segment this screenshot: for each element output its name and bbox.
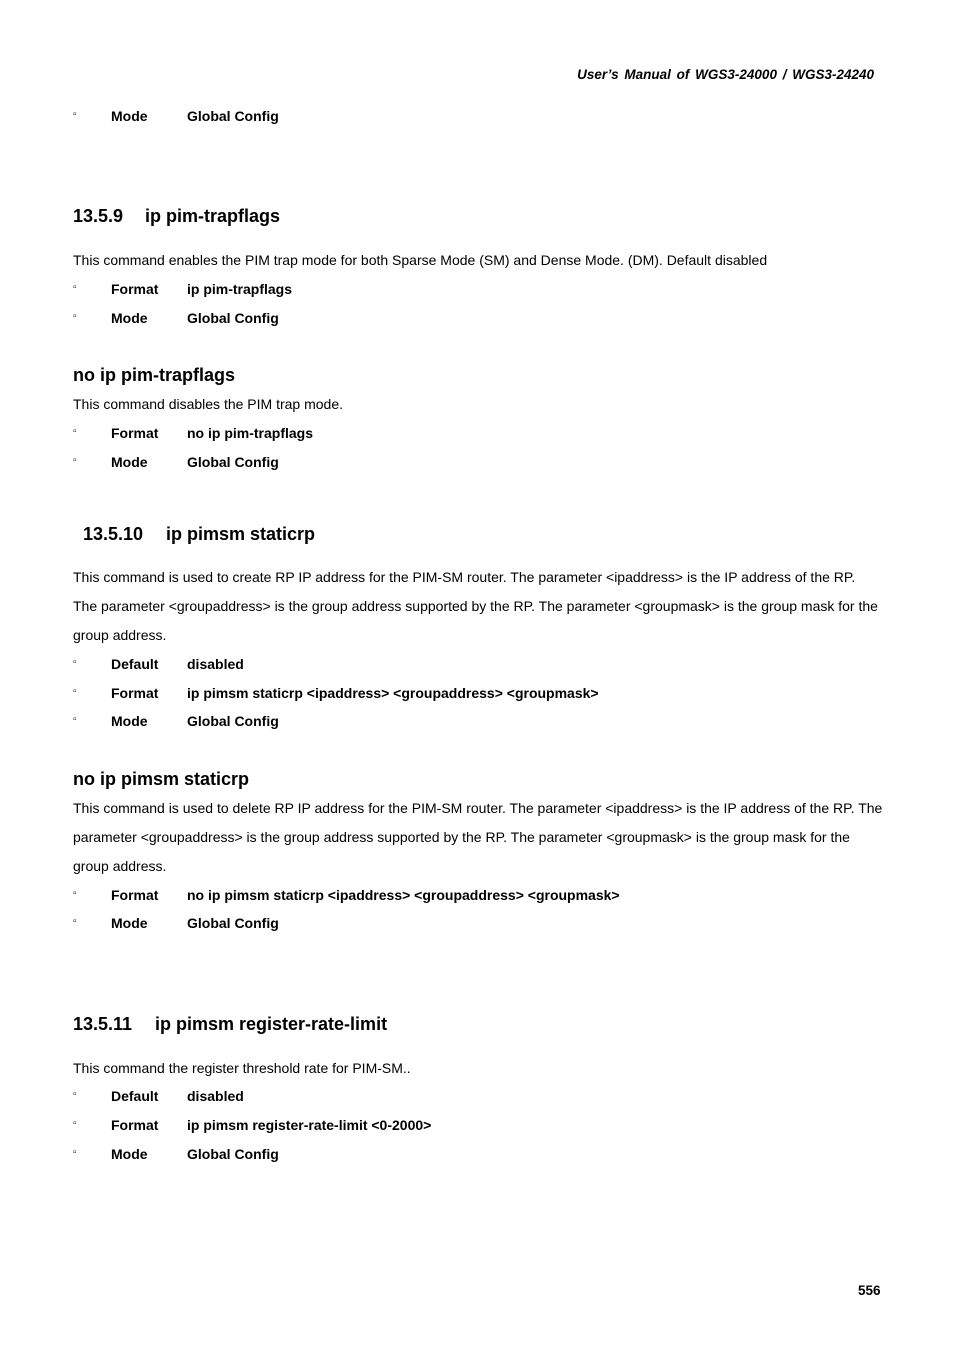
item-key: Mode	[111, 915, 148, 931]
item-value: no ip pimsm staticrp <ipaddress> <groupaddress> <groupmask>	[187, 887, 620, 903]
item-key: Mode	[111, 713, 148, 729]
bullet-icon: ▫	[73, 426, 77, 437]
item-value: ip pimsm staticrp <ipaddress> <groupaddress> <groupmask>	[187, 685, 599, 701]
item-key: Format	[111, 685, 159, 701]
section-number: 13.5.10	[83, 524, 144, 544]
item-value: ip pim-trapflags	[187, 281, 293, 297]
bullet-icon: ▫	[73, 311, 77, 322]
item-value: disabled	[187, 656, 244, 672]
section-heading-13-5-11	[73, 1014, 387, 1035]
bullet-icon: ▫	[73, 1089, 77, 1100]
bullet-icon: ▫	[73, 888, 77, 899]
item-key: Mode	[111, 310, 148, 326]
section-description: This command is used to create RP IP address for the PIM-SM router. The parameter <ipaddress> is the IP address of the RP. The parameter <groupaddress> is the group address supported by the RP. The parameter <groupmask> is the group mask for the group address.	[73, 569, 878, 643]
subheading-description: This command disables the PIM trap mode.	[73, 396, 344, 412]
subheading-description: This command is used to delete RP IP address for the PIM-SM router. The parameter <ipaddress> is the IP address of the RP. The parameter <groupaddress> is the group address supported by the RP. The parameter <groupmask> is the group mask for the group address.	[73, 800, 883, 874]
section-title: ip pimsm staticrp	[166, 524, 316, 544]
item-value: ip pimsm register-rate-limit <0-2000>	[187, 1117, 432, 1133]
item-key: Mode	[111, 1146, 148, 1162]
item-key: Mode	[111, 108, 148, 124]
item-value: Global Config	[187, 454, 279, 470]
section-title: ip pim-trapflags	[145, 206, 281, 226]
bullet-icon: ▫	[73, 916, 77, 927]
item-value: no ip pim-trapflags	[187, 425, 313, 441]
bullet-icon: ▫	[73, 1118, 77, 1129]
bullet-icon: ▫	[73, 282, 77, 293]
bullet-icon: ▫	[73, 1147, 77, 1158]
item-key: Format	[111, 281, 159, 297]
section-heading-13-5-9	[73, 206, 280, 227]
section-heading-13-5-10	[83, 524, 315, 545]
item-value: Global Config	[187, 915, 279, 931]
bullet-icon: ▫	[73, 109, 77, 120]
item-key: Default	[111, 656, 159, 672]
section-number: 13.5.11	[73, 1014, 133, 1034]
bullet-icon: ▫	[73, 657, 77, 668]
item-value: Global Config	[187, 108, 279, 124]
page-number: 556	[858, 1283, 881, 1298]
section-description: This command the register threshold rate for PIM-SM..	[73, 1060, 411, 1076]
section-number: 13.5.9	[73, 206, 124, 226]
bullet-icon: ▫	[73, 686, 77, 697]
item-key: Default	[111, 1088, 159, 1104]
section-title: ip pimsm register-rate-limit	[155, 1014, 388, 1034]
item-key: Format	[111, 1117, 159, 1133]
item-key: Format	[111, 887, 159, 903]
item-value: disabled	[187, 1088, 244, 1104]
item-value: Global Config	[187, 713, 279, 729]
item-key: Mode	[111, 454, 148, 470]
item-key: Format	[111, 425, 159, 441]
item-value: Global Config	[187, 310, 279, 326]
subheading-no-ip-pimsm-staticrp: no ip pimsm staticrp	[73, 769, 250, 789]
page-header: User’s Manual of WGS3-24000 / WGS3-24240	[577, 67, 874, 82]
section-description: This command enables the PIM trap mode for both Sparse Mode (SM) and Dense Mode. (DM). Default disabled	[73, 252, 768, 268]
bullet-icon: ▫	[73, 455, 77, 466]
bullet-icon: ▫	[73, 714, 77, 725]
item-value: Global Config	[187, 1146, 279, 1162]
subheading-no-ip-pim-trapflags: no ip pim-trapflags	[73, 365, 235, 385]
